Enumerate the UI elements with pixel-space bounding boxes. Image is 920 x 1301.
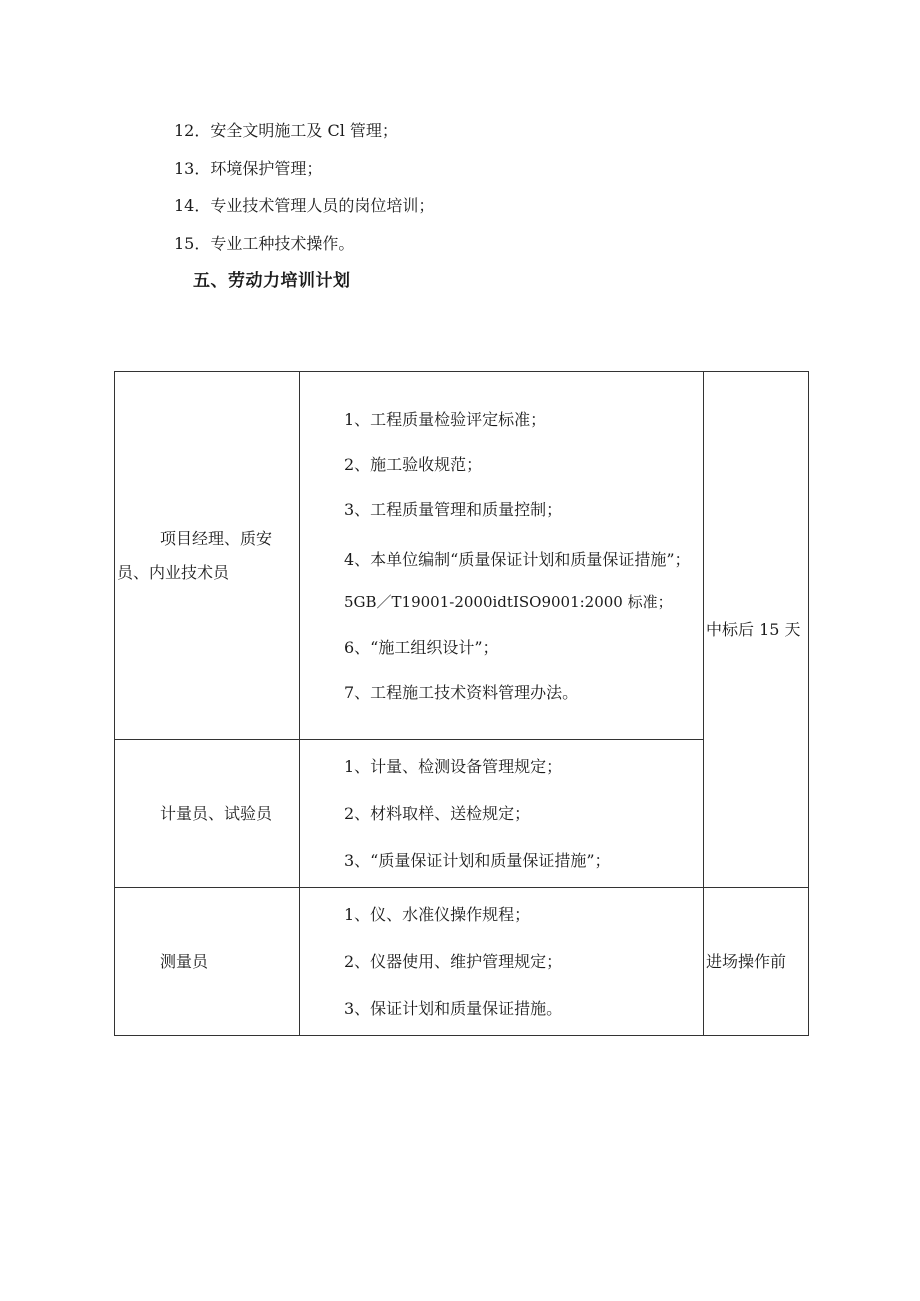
role-cell [115, 740, 300, 888]
role-text: 计量员、试验员 [160, 803, 273, 823]
list-item-number: 13 [174, 158, 195, 178]
content-cell [300, 372, 704, 740]
list-item [174, 150, 434, 188]
role-text: 测量员 [160, 951, 209, 971]
content-item: 1、仪、水准仪操作规程； [344, 905, 531, 924]
list-item [174, 112, 434, 150]
time-cell [704, 372, 809, 888]
list-item-number: 15 [174, 234, 195, 254]
content-item: 2、仪器使用、维护管理规定； [344, 952, 563, 971]
table-row [115, 888, 809, 1036]
content-item: 2、施工验收规范； [344, 454, 483, 474]
content-item: 5GB／T19001-2000idtISO9001:2000 标准； [344, 592, 673, 611]
content-item: 3、“质量保证计划和质量保证措施”； [344, 851, 611, 870]
list-item-number: 14 [174, 196, 195, 216]
content-item: 2、材料取样、送检规定； [344, 804, 531, 823]
list-item-text: ．安全文明施工及 Cl 管理； [194, 121, 398, 140]
content-item: 7、工程施工技术资料管理办法。 [344, 682, 579, 702]
content-item: 1、工程质量检验评定标准； [344, 409, 547, 429]
training-plan-table [114, 371, 809, 1036]
list-item [174, 187, 434, 225]
list-item-text: ．环境保护管理； [194, 158, 323, 178]
list-item [174, 225, 434, 263]
role-cell [115, 372, 300, 740]
time-text: 中标后 15 天 [706, 619, 801, 639]
time-cell [704, 888, 809, 1036]
list-item-text: ．专业工种技术操作。 [194, 234, 355, 254]
content-cell [300, 888, 704, 1036]
role-cell [115, 888, 300, 1036]
time-text: 进场操作前 [706, 951, 787, 971]
role-text: 项目经理、质安员、内业技术员 [117, 528, 273, 582]
list-item-text: ．专业技术管理人员的岗位培训； [194, 196, 435, 216]
list-item-number: 12 [174, 121, 195, 140]
content-cell [300, 740, 704, 888]
content-item: 1、计量、检测设备管理规定； [344, 757, 563, 776]
content-item: 6、“施工组织设计”； [344, 637, 499, 657]
content-item: 3、保证计划和质量保证措施。 [344, 999, 563, 1018]
content-item: 3、工程质量管理和质量控制； [344, 499, 563, 519]
content-item: 4、本单位编制“质量保证计划和质量保证措施”； [344, 549, 691, 569]
table-row [115, 372, 809, 740]
section-heading: 五、劳动力培训计划 [193, 271, 351, 291]
management-list [174, 112, 434, 263]
